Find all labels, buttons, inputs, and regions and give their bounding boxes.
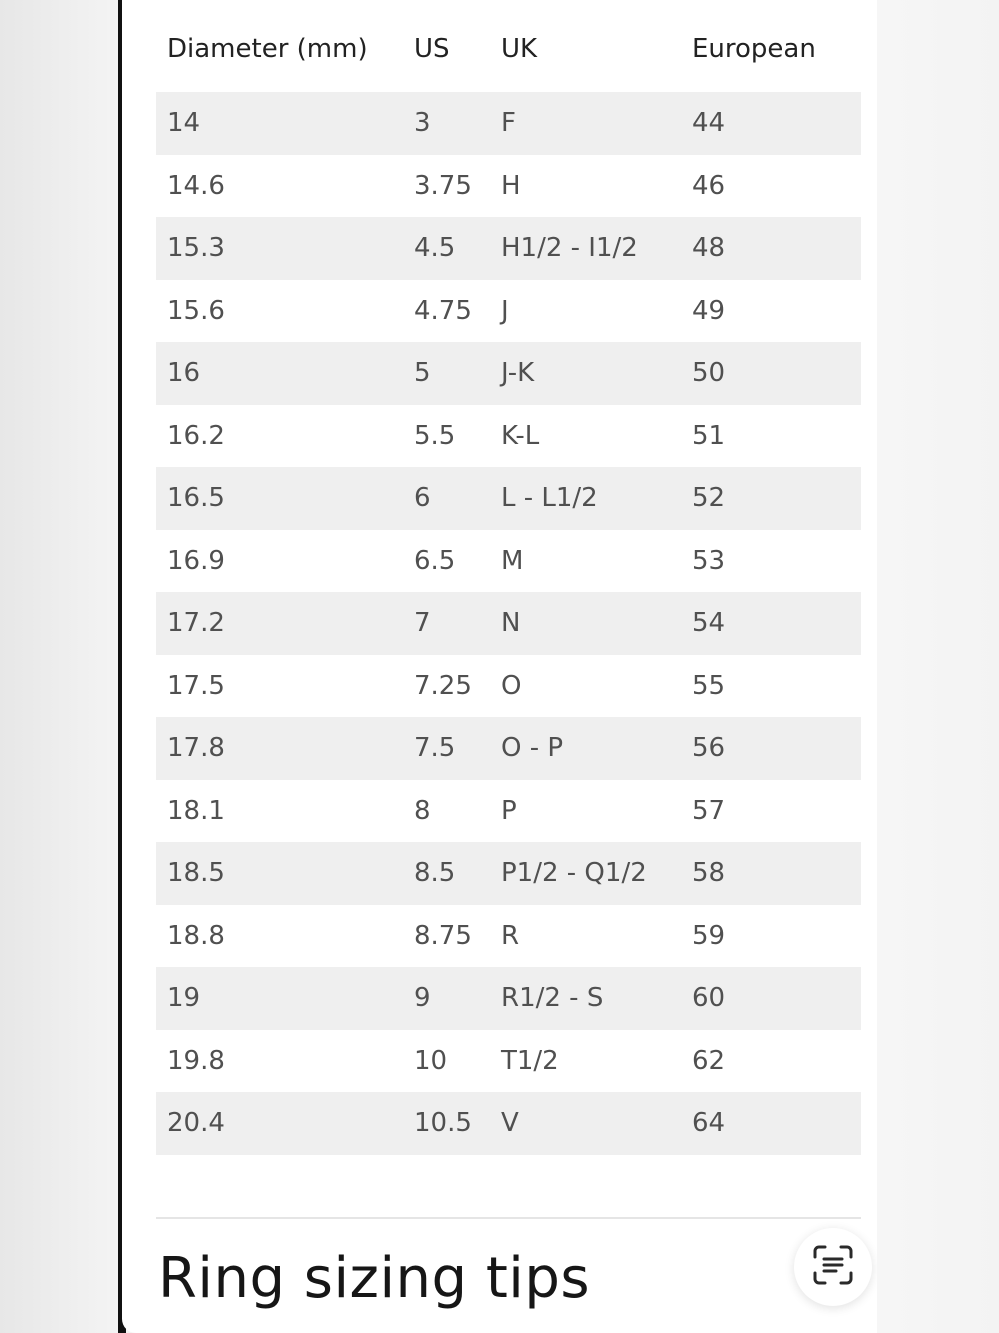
cell-us: 5.5: [414, 420, 456, 451]
cell-uk: J: [501, 295, 509, 326]
table-row: [156, 717, 861, 780]
live-text-scan-icon: [811, 1243, 855, 1291]
cell-european: 60: [692, 983, 726, 1014]
header-european: European: [692, 34, 816, 64]
cell-us: 9: [414, 983, 431, 1014]
header-us: US: [414, 34, 450, 64]
cell-european: 52: [692, 483, 726, 514]
cell-diameter: 16: [167, 358, 201, 389]
cell-us: 4.5: [414, 233, 456, 264]
cell-european: 44: [692, 108, 726, 139]
table-row: [156, 467, 861, 530]
cell-us: 7.25: [414, 670, 472, 701]
cell-european: 57: [692, 795, 726, 826]
cell-european: 58: [692, 858, 726, 889]
table-row: [156, 405, 861, 468]
cell-uk: P1/2 - Q1/2: [501, 858, 647, 889]
table-row: [156, 592, 861, 655]
cell-uk: V: [501, 1108, 519, 1139]
cell-us: 3: [414, 108, 431, 139]
ring-size-table: [156, 18, 861, 1155]
cell-european: 46: [692, 170, 726, 201]
table-row: [156, 905, 861, 968]
cell-diameter: 14.6: [167, 170, 225, 201]
cell-uk: T1/2: [501, 1045, 559, 1076]
cell-diameter: 17.8: [167, 733, 225, 764]
cell-uk: N: [501, 608, 521, 639]
cell-diameter: 19.8: [167, 1045, 225, 1076]
cell-us: 3.75: [414, 170, 472, 201]
cell-diameter: 19: [167, 983, 201, 1014]
cell-uk: R1/2 - S: [501, 983, 604, 1014]
cell-diameter: 17.2: [167, 608, 225, 639]
cell-diameter: 16.9: [167, 545, 225, 576]
cell-diameter: 18.1: [167, 795, 225, 826]
cell-uk: F: [501, 108, 516, 139]
cell-european: 62: [692, 1045, 726, 1076]
table-row: [156, 530, 861, 593]
table-row: [156, 655, 861, 718]
table-row: [156, 342, 861, 405]
cell-uk: R: [501, 920, 520, 951]
cell-diameter: 15.3: [167, 233, 225, 264]
cell-uk: O - P: [501, 733, 564, 764]
header-diameter: Diameter (mm): [167, 34, 368, 64]
table-row: [156, 1030, 861, 1093]
table-row: [156, 280, 861, 343]
cell-us: 10: [414, 1045, 448, 1076]
cell-us: 10.5: [414, 1108, 472, 1139]
cell-uk: H1/2 - I1/2: [501, 233, 638, 264]
cell-european: 56: [692, 733, 726, 764]
table-header-row: [156, 18, 861, 80]
cell-us: 8.75: [414, 920, 472, 951]
cell-diameter: 17.5: [167, 670, 225, 701]
cell-us: 8: [414, 795, 431, 826]
cell-uk: P: [501, 795, 517, 826]
size-chart-card: [122, 0, 877, 1333]
section-divider: [156, 1217, 861, 1219]
table-row: [156, 967, 861, 1030]
cell-us: 6.5: [414, 545, 456, 576]
cell-diameter: 16.5: [167, 483, 225, 514]
card-corner: [122, 0, 142, 20]
table-row: [156, 92, 861, 155]
cell-diameter: 18.5: [167, 858, 225, 889]
table-row: [156, 780, 861, 843]
cell-us: 5: [414, 358, 431, 389]
cell-european: 55: [692, 670, 726, 701]
cell-uk: L - L1/2: [501, 483, 598, 514]
cell-european: 49: [692, 295, 726, 326]
section-title-ring-sizing-tips: Ring sizing tips: [158, 1246, 591, 1311]
cell-us: 8.5: [414, 858, 456, 889]
cell-uk: K-L: [501, 420, 540, 451]
table-row: [156, 155, 861, 218]
cell-uk: M: [501, 545, 524, 576]
cell-us: 7: [414, 608, 431, 639]
table-row: [156, 1092, 861, 1155]
cell-diameter: 20.4: [167, 1108, 225, 1139]
cell-us: 6: [414, 483, 431, 514]
cell-european: 54: [692, 608, 726, 639]
cell-european: 48: [692, 233, 726, 264]
live-text-scan-button[interactable]: [794, 1228, 872, 1306]
cell-uk: J-K: [501, 358, 535, 389]
table-row: [156, 217, 861, 280]
table-row: [156, 842, 861, 905]
cell-european: 51: [692, 420, 726, 451]
cell-uk: O: [501, 670, 522, 701]
cell-diameter: 16.2: [167, 420, 225, 451]
cell-us: 4.75: [414, 295, 472, 326]
header-uk: UK: [501, 34, 538, 64]
cell-diameter: 14: [167, 108, 201, 139]
cell-us: 7.5: [414, 733, 456, 764]
cell-diameter: 18.8: [167, 920, 225, 951]
cell-european: 59: [692, 920, 726, 951]
cell-european: 50: [692, 358, 726, 389]
cell-european: 53: [692, 545, 726, 576]
cell-european: 64: [692, 1108, 726, 1139]
cell-uk: H: [501, 170, 521, 201]
cell-diameter: 15.6: [167, 295, 225, 326]
